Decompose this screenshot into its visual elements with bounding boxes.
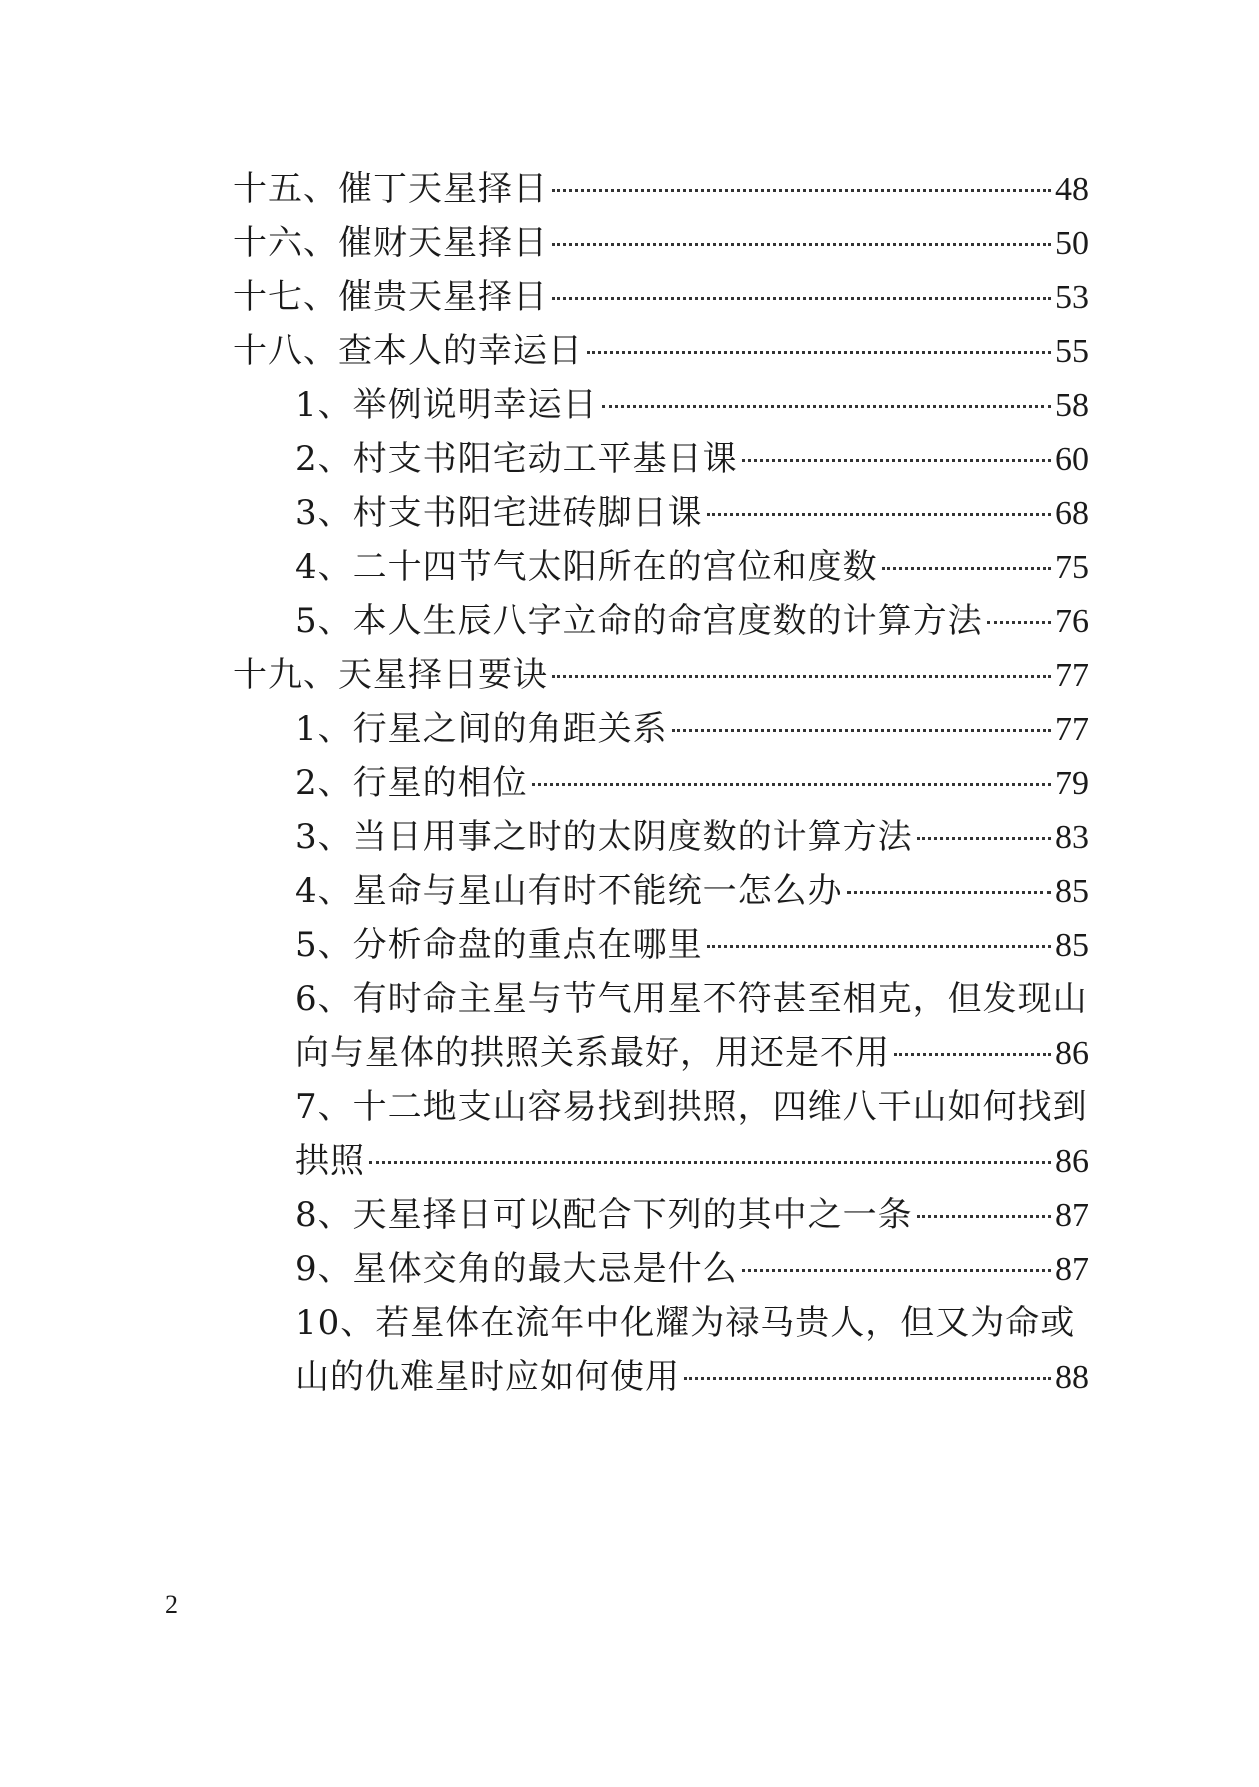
toc-entry-page: 86 (1055, 1035, 1089, 1072)
toc-entry-page: 48 (1055, 171, 1089, 208)
toc-subentry[interactable] (295, 914, 1089, 976)
toc-entry-title: 9、星体交角的最大忌是什么 (295, 1249, 738, 1289)
toc-entry[interactable] (233, 320, 1089, 382)
toc-entry-page: 77 (1055, 657, 1089, 694)
toc-entry-title: 3、村支书阳宅进砖脚日课 (295, 493, 703, 533)
toc-entry-page: 75 (1055, 549, 1089, 586)
toc-entry-page: 88 (1055, 1359, 1089, 1396)
toc-subentry-first-line[interactable]: 7、十二地支山容易找到拱照，四维八干山如何找到 (295, 1087, 1088, 1127)
toc-subentry[interactable] (295, 482, 1089, 544)
toc-subentry[interactable] (295, 698, 1089, 760)
toc-entry-title: 十六、催财天星择日 (233, 223, 548, 263)
toc-entry-title: 十九、天星择日要诀 (233, 655, 548, 695)
dot-leader (552, 243, 1051, 246)
toc-entry-page: 68 (1055, 495, 1089, 532)
toc-entry-page: 87 (1055, 1251, 1089, 1288)
dot-leader (742, 459, 1051, 462)
toc-entry-page: 53 (1055, 279, 1089, 316)
toc-subentry[interactable] (295, 374, 1089, 436)
toc-subentry[interactable] (295, 860, 1089, 922)
toc-subentry[interactable] (295, 1022, 1089, 1084)
dot-leader (882, 567, 1051, 570)
toc-entry-page: 83 (1055, 819, 1089, 856)
toc-entry[interactable] (233, 158, 1089, 220)
toc-entry-page: 58 (1055, 387, 1089, 424)
toc-subentry[interactable] (295, 752, 1089, 814)
dot-leader (707, 513, 1051, 516)
dot-leader (552, 675, 1051, 678)
toc-entry-title: 3、当日用事之时的太阴度数的计算方法 (295, 817, 913, 857)
toc-entry-page: 60 (1055, 441, 1089, 478)
toc-entry-title: 1、举例说明幸运日 (295, 385, 598, 425)
toc-entry-title: 十七、催贵天星择日 (233, 277, 548, 317)
toc-entry-title: 5、本人生辰八字立命的命宫度数的计算方法 (295, 601, 983, 641)
toc-entry-title: 5、分析命盘的重点在哪里 (295, 925, 703, 965)
toc-entry-page: 50 (1055, 225, 1089, 262)
toc-entry-title: 1、行星之间的角距关系 (295, 709, 668, 749)
toc-entry[interactable] (233, 644, 1089, 706)
toc-entry-title: 4、二十四节气太阳所在的宫位和度数 (295, 547, 878, 587)
toc-entry-page: 55 (1055, 333, 1089, 370)
toc-subentry[interactable] (295, 1238, 1089, 1300)
dot-leader (369, 1161, 1051, 1164)
toc-entry-page: 85 (1055, 927, 1089, 964)
toc-entry-page: 79 (1055, 765, 1089, 802)
toc-subentry-first-line[interactable]: 10、若星体在流年中化耀为禄马贵人，但又为命或 (295, 1303, 1076, 1343)
toc-subentry[interactable] (295, 590, 1089, 652)
toc-subentry-first-line[interactable]: 6、有时命主星与节气用星不符甚至相克，但发现山 (295, 979, 1088, 1019)
toc-subentry[interactable] (295, 1346, 1089, 1408)
dot-leader (602, 405, 1051, 408)
dot-leader (684, 1377, 1051, 1380)
toc-entry-title: 十五、催丁天星择日 (233, 169, 548, 209)
toc-entry-title: 向与星体的拱照关系最好，用还是不用 (295, 1033, 890, 1073)
toc-entry-page: 77 (1055, 711, 1089, 748)
toc-entry-page: 87 (1055, 1197, 1089, 1234)
page-number: 2 (165, 1590, 178, 1619)
dot-leader (987, 621, 1051, 624)
toc-entry-title: 十八、查本人的幸运日 (233, 331, 583, 371)
toc-subentry[interactable] (295, 1130, 1089, 1192)
toc-entry-title: 2、村支书阳宅动工平基日课 (295, 439, 738, 479)
toc-entry[interactable] (233, 266, 1089, 328)
toc-entry[interactable] (233, 212, 1089, 274)
dot-leader (672, 729, 1051, 732)
toc-entry-title: 8、天星择日可以配合下列的其中之一条 (295, 1195, 913, 1235)
toc-subentry[interactable] (295, 1184, 1089, 1246)
dot-leader (532, 783, 1051, 786)
toc-entry-title: 山的仇难星时应如何使用 (295, 1357, 680, 1397)
toc-entry-title: 2、行星的相位 (295, 763, 528, 803)
dot-leader (707, 945, 1051, 948)
dot-leader (587, 351, 1051, 354)
toc-entry-page: 86 (1055, 1143, 1089, 1180)
dot-leader (917, 1215, 1051, 1218)
toc-subentry[interactable] (295, 806, 1089, 868)
dot-leader (742, 1269, 1051, 1272)
dot-leader (552, 189, 1051, 192)
toc-entry-page: 85 (1055, 873, 1089, 910)
toc-entry-title: 拱照 (295, 1141, 365, 1181)
dot-leader (894, 1053, 1051, 1056)
dot-leader (552, 297, 1051, 300)
toc-subentry[interactable] (295, 536, 1089, 598)
toc-subentry[interactable] (295, 428, 1089, 490)
dot-leader (847, 891, 1051, 894)
toc-entry-title: 4、星命与星山有时不能统一怎么办 (295, 871, 843, 911)
dot-leader (917, 837, 1051, 840)
toc-entry-page: 76 (1055, 603, 1089, 640)
